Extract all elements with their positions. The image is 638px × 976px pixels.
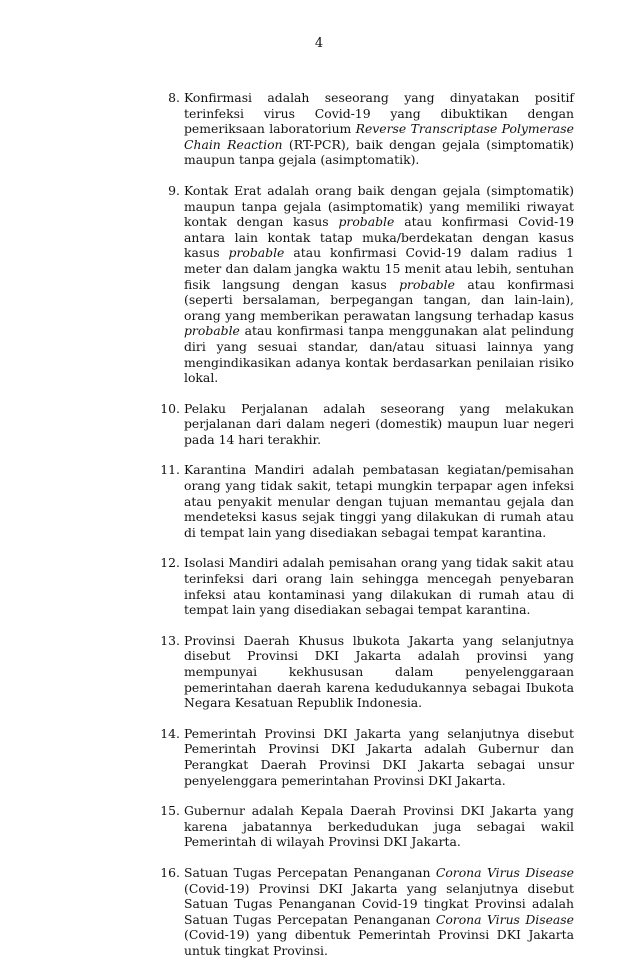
text-segment: atau konfirmasi Covid-19 dalam radius 1 meter dan dalam jangka waktu 15 menit atau lebih, sentuhan fisik langsung dengan kasus	[184, 245, 574, 292]
item-text	[184, 726, 574, 788]
text-segment: Konfirmasi adalah seseorang yang dinyatakan positif terinfeksi virus Covid-19 yang dibuktikan dengan pemeriksaan laboratorium	[184, 90, 574, 137]
text-segment: Provinsi Daerah Khusus lbukota Jakarta yang selanjutnya disebut Provinsi DKI Jakarta adalah provinsi yang mempunyai kekhususan dalam penyelenggaraan pemerintahan daerah karena kedudukannya sebagai Ibukota Negara Kesatuan Republik Indonesia.	[184, 632, 574, 711]
text-segment: (Covid-19) Provinsi DKI Jakarta yang selanjutnya disebut Satuan Tugas Penanganan Covid-19 tingkat Provinsi adalah Satuan Tugas Percepatan Penanganan	[184, 880, 574, 927]
page-number: 4	[314, 36, 324, 51]
definition-list	[150, 90, 574, 974]
italic-term: Corona Virus Disease	[435, 911, 574, 927]
list-item	[150, 555, 574, 617]
text-segment: Satuan Tugas Percepatan Penanganan	[184, 864, 436, 880]
list-item	[150, 183, 574, 386]
item-text	[184, 633, 574, 711]
italic-term: probable	[399, 276, 455, 292]
list-item	[150, 462, 574, 540]
text-segment: (Covid-19) yang dibentuk Pemerintah Provinsi DKI Jakarta untuk tingkat Provinsi.	[184, 927, 574, 958]
text-segment: Karantina Mandiri adalah pembatasan kegiatan/pemisahan orang yang tidak sakit, tetapi mungkin terpapar agen infeksi atau penyakit menular dengan tujuan memantau gejala dan mendeteksi kasus sejak tinggi yang dilakukan di rumah atau di tempat lain yang disediakan sebagai tempat karantina.	[184, 462, 574, 540]
text-segment: atau konfirmasi Covid-19 antara lain kontak tatap muka/berdekatan dengan kasus kasus	[184, 214, 574, 261]
italic-term: probable	[228, 245, 285, 261]
text-segment: atau konfirmasi (seperti bersalaman, berpegangan tangan, dan lain-lain), orang yang memberikan perawatan langsung terhadap kasus	[184, 276, 574, 323]
item-number: 8.	[168, 90, 180, 105]
italic-term: Reverse Transcriptase Polymerase Chain Reaction	[184, 121, 574, 152]
list-item	[150, 633, 574, 711]
item-text	[184, 90, 574, 168]
item-text	[184, 865, 574, 959]
text-segment: Isolasi Mandiri adalah pemisahan orang yang tidak sakit atau terinfeksi dari orang lain sehingga mencegah penyebaran infeksi atau kontaminasi yang dilakukan di rumah atau di tempat lain yang disediakan sebagai tempat karantina.	[184, 555, 574, 618]
text-segment: Pelaku Perjalanan adalah seseorang yang melakukan perjalanan dari dalam negeri (domestik) maupun luar negeri pada 14 hari terakhir.	[184, 400, 574, 447]
item-number: 16.	[160, 864, 180, 880]
item-text	[184, 803, 574, 850]
list-item	[150, 401, 574, 448]
list-item	[150, 865, 574, 959]
item-number: 12.	[160, 555, 180, 571]
text-segment: atau konfirmasi tanpa menggunakan alat pelindung diri yang sesuai standar, dan/atau situasi lainnya yang mengindikasikan adanya kontak berdasarkan penilaian risiko lokal.	[184, 323, 574, 386]
item-number: 13.	[160, 632, 180, 648]
italic-term: probable	[184, 323, 240, 339]
italic-term: Corona Virus Disease	[435, 864, 574, 880]
item-number: 14.	[160, 725, 180, 741]
item-number: 9.	[168, 182, 180, 198]
list-item	[150, 726, 574, 788]
text-segment: Pemerintah Provinsi DKI Jakarta yang selanjutnya disebut Pemerintah Provinsi DKI Jakarta adalah Gubernur dan Perangkat Daerah Provinsi DKI Jakarta sebagai unsur penyelenggara pemerintahan Provinsi DKI Jakarta.	[184, 725, 574, 788]
item-text	[184, 462, 574, 540]
item-number: 10.	[160, 400, 180, 416]
item-number: 11.	[160, 462, 180, 478]
list-item	[150, 803, 574, 850]
list-item	[150, 90, 574, 168]
item-number: 15.	[160, 803, 180, 819]
item-text	[184, 183, 574, 386]
text-segment: Gubernur adalah Kepala Daerah Provinsi DKI Jakarta yang karena jabatannya berkedudukan juga sebagai wakil Pemerintah di wilayah Provinsi DKI Jakarta.	[184, 803, 574, 850]
text-segment: Kontak Erat adalah orang baik dengan gejala (simptomatik) maupun tanpa gejala (asimptomatik) yang memiliki riwayat kontak dengan kasus	[184, 182, 574, 230]
item-text	[184, 555, 574, 617]
text-segment: (RT-PCR), baik dengan gejala (simptomatik) maupun tanpa gejala (asimptomatik).	[184, 136, 574, 168]
item-text	[184, 401, 574, 448]
italic-term: probable	[338, 214, 395, 230]
